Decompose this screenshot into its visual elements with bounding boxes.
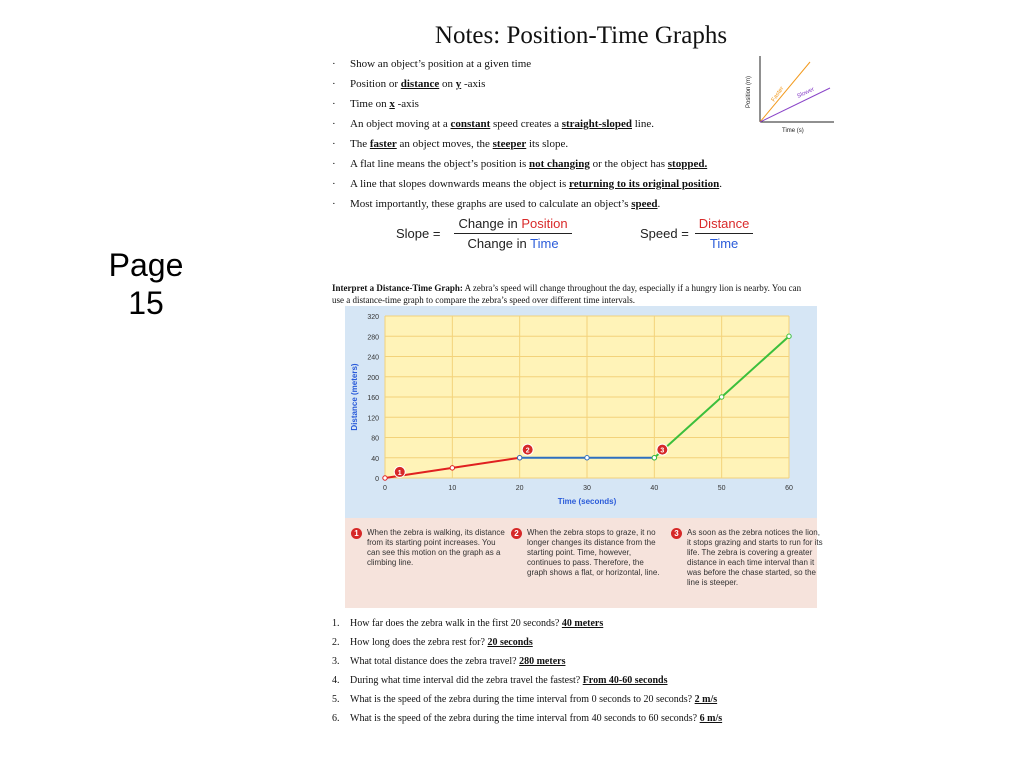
bullet-item [332, 74, 772, 94]
y-tick-label: 80 [371, 435, 379, 443]
data-point [517, 456, 521, 460]
bullet-key-term: x [389, 98, 395, 110]
y-tick-label: 40 [371, 455, 379, 463]
speed-numerator: Distance [695, 216, 754, 234]
bullet-dot: · [332, 198, 336, 210]
question-item [332, 652, 812, 671]
question-number: 2. [332, 637, 340, 648]
note-badge: 1 [351, 528, 362, 539]
mini-faster-label: Faster [770, 85, 786, 104]
bullet-dot: · [332, 138, 336, 150]
note-2 [511, 528, 665, 578]
slope-numerator [454, 216, 571, 234]
bullet-text: -axis [394, 98, 419, 110]
slope-denominator [463, 234, 562, 251]
note-1 [351, 528, 505, 568]
data-point [450, 466, 454, 470]
bullet-text: The [350, 138, 370, 150]
step-marker-label: 2 [525, 447, 530, 455]
bullet-text: A line that slopes downwards means the object is [350, 178, 570, 190]
distance-time-chart [345, 306, 817, 518]
question-answer: 2 m/s [694, 694, 718, 705]
bullet-item [332, 114, 772, 134]
slope-label: Slope = [396, 226, 441, 241]
bullet-key-term: steeper [492, 138, 527, 150]
data-point [383, 476, 387, 480]
speed-label: Speed = [640, 226, 689, 241]
x-tick-label: 20 [515, 485, 524, 492]
bullet-text: . [719, 178, 722, 190]
data-point [719, 395, 723, 399]
x-tick-label: 10 [448, 485, 457, 492]
bullet-item [332, 194, 772, 214]
bullet-dot: · [332, 78, 336, 90]
bullet-text: its slope. [526, 138, 569, 150]
note-badge: 2 [511, 528, 522, 539]
question-item [332, 690, 812, 709]
y-tick-label: 320 [367, 314, 379, 321]
notes-title: Notes: Position-Time Graphs [434, 22, 728, 49]
question-item [332, 614, 812, 633]
slope-den-text: Change in [467, 236, 531, 251]
y-tick-label: 200 [367, 374, 379, 382]
x-axis-label: Time (seconds) [557, 497, 617, 506]
bullet-text: or the object has [589, 158, 668, 170]
bullet-text: . [657, 198, 661, 210]
mini-position-time-graph [738, 52, 838, 138]
y-tick-label: 120 [367, 415, 379, 423]
note-badge: 3 [671, 528, 682, 539]
bullet-key-term: returning to its original position [569, 178, 720, 190]
data-point [787, 334, 791, 338]
question-text: During what time interval did the zebra travel the fastest? [350, 675, 583, 686]
question-text: How long does the zebra rest for? [350, 637, 488, 648]
step-marker-label: 1 [397, 469, 402, 477]
question-item [332, 633, 812, 652]
bullet-text: A flat line means the object’s position is [350, 158, 530, 170]
question-answer: 20 seconds [487, 637, 533, 648]
question-number: 3. [332, 656, 340, 667]
bullet-text: An object moving at a [350, 118, 451, 130]
note-text: When the zebra is walking, its distance from its starting point increases. You can see this motion on the graph as a climbing line. [367, 528, 505, 567]
bullet-key-term: distance [400, 78, 440, 90]
question-number: 1. [332, 618, 340, 629]
bullet-key-term: speed [631, 198, 658, 210]
x-tick-label: 0 [383, 485, 387, 492]
bullet-dot: · [332, 178, 336, 190]
question-number: 5. [332, 694, 340, 705]
bullet-key-term: not changing [529, 158, 590, 170]
y-tick-label: 240 [367, 354, 379, 362]
bullet-text: an object moves, the [396, 138, 493, 150]
bullet-text: speed creates a [490, 118, 562, 130]
question-text: What is the speed of the zebra during the time interval from 40 seconds to 60 seconds? [350, 713, 700, 724]
page-label: Page 15 [108, 247, 184, 321]
bullet-item [332, 54, 772, 74]
bullet-item [332, 94, 772, 114]
interpret-text: A zebra’s speed will change throughout the day, especially if a hungry lion is nearby. You can use a distance-time graph to compare the zebra’s speed over different time intervals. [332, 283, 802, 305]
question-answer: 40 meters [561, 618, 604, 629]
bullet-dot: · [332, 58, 336, 70]
slope-den-time: Time [530, 236, 559, 251]
x-tick-label: 40 [650, 485, 659, 492]
y-tick-label: 0 [375, 476, 379, 483]
bullet-dot: · [332, 98, 336, 110]
slope-fraction [454, 216, 571, 251]
mini-slower-line [760, 85, 830, 122]
question-item [332, 709, 812, 728]
question-number: 4. [332, 675, 340, 686]
bullet-key-term: stopped. [667, 158, 708, 170]
interpret-heading: Interpret a Distance-Time Graph: [332, 283, 463, 293]
bullet-list [332, 54, 772, 214]
speed-formula [640, 216, 753, 251]
question-text: What is the speed of the zebra during the time interval from 0 seconds to 20 seconds? [350, 694, 695, 705]
bullet-key-term: straight-sloped [561, 118, 632, 130]
bullet-text: Time on [350, 98, 390, 110]
bullet-dot: · [332, 118, 336, 130]
slope-num-position: Position [521, 216, 568, 231]
bullet-text: -axis [461, 78, 486, 90]
bullet-key-term: y [455, 78, 462, 90]
bullet-item [332, 174, 772, 194]
bullet-item [332, 154, 772, 174]
interpret-paragraph [332, 282, 812, 306]
step-marker-label: 3 [660, 447, 665, 455]
x-tick-label: 30 [583, 485, 591, 492]
x-tick-label: 50 [717, 485, 726, 492]
speed-fraction [695, 216, 754, 251]
question-text: How far does the zebra walk in the first 20 seconds? [350, 618, 562, 629]
y-tick-label: 280 [367, 334, 379, 342]
speed-denominator: Time [709, 236, 739, 251]
note-text: When the zebra stops to graze, it no longer changes its distance from the starting point. Time, however, continues to pass. Therefore, the graph shows a flat, or horizontal, line. [527, 528, 660, 577]
bullet-text: on [439, 78, 456, 90]
mini-x-label: Time (s) [782, 128, 804, 134]
slope-num-text: Change in [458, 216, 522, 231]
bullet-dot: · [332, 158, 336, 170]
mini-y-label: Position (m) [746, 75, 752, 108]
bullet-item [332, 134, 772, 154]
question-text: What total distance does the zebra travel? [350, 656, 520, 667]
bullet-text: Most importantly, these graphs are used to calculate an object’s [350, 198, 632, 210]
bullet-key-term: constant [450, 118, 491, 130]
data-point [585, 456, 589, 460]
x-tick-label: 60 [785, 485, 793, 492]
notes-band [345, 518, 823, 608]
bullet-text: line. [632, 118, 654, 130]
bullet-text: Show an object’s position at a given time [350, 58, 532, 70]
question-answer: From 40-60 seconds [582, 675, 668, 686]
data-point [652, 456, 656, 460]
question-item [332, 671, 812, 690]
question-number: 6. [332, 713, 340, 724]
bullet-key-term: faster [369, 138, 397, 150]
bullet-text: Position or [350, 78, 401, 90]
question-answer: 280 meters [519, 656, 566, 667]
question-list [332, 614, 812, 728]
y-axis-label: Distance (meters) [350, 363, 359, 431]
note-text: As soon as the zebra notices the lion, it stops grazing and starts to run for its life. The zebra is covering a greater distance in each time interval than it was before the chase started, so the line is steeper. [687, 528, 823, 587]
y-tick-label: 160 [367, 395, 379, 402]
note-3 [671, 528, 825, 588]
slope-formula [396, 216, 572, 251]
question-answer: 6 m/s [699, 713, 723, 724]
mini-slower-label: Slower [796, 86, 816, 100]
